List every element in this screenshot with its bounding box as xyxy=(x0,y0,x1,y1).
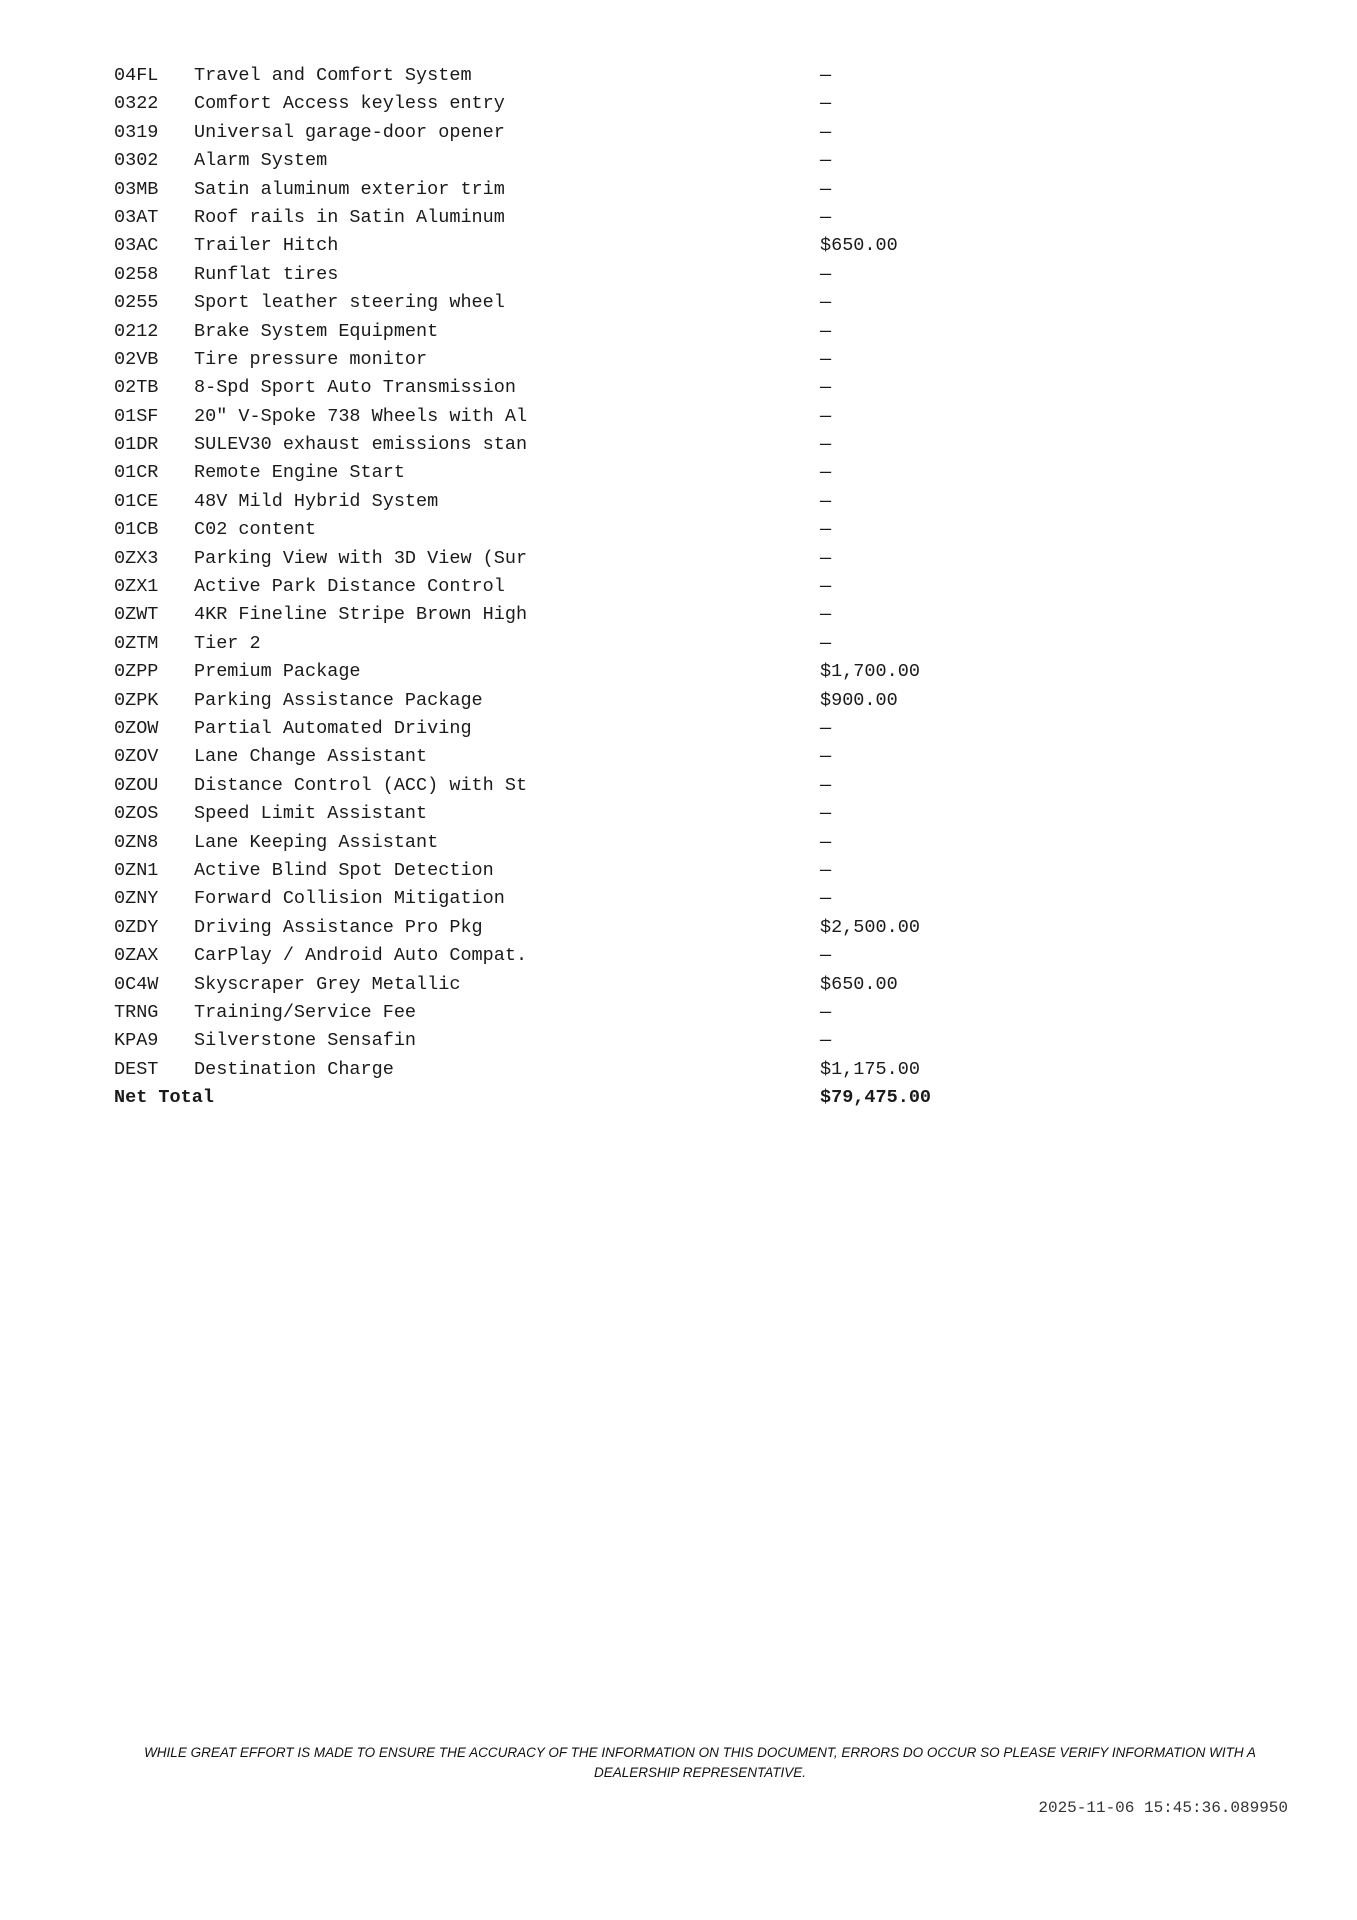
option-description: Distance Control (ACC) with St xyxy=(194,774,528,796)
option-price: — xyxy=(820,178,832,200)
option-price: — xyxy=(820,1030,832,1052)
option-description: 20" V-Spoke 738 Wheels with Al xyxy=(194,405,528,427)
option-description: Active Park Distance Control xyxy=(194,576,505,598)
option-code: 0ZX1 xyxy=(114,576,159,598)
option-price: — xyxy=(820,888,832,910)
option-code: 0C4W xyxy=(114,973,159,995)
option-price: — xyxy=(820,93,832,115)
option-price: $1,175.00 xyxy=(820,1058,920,1080)
option-code: 0212 xyxy=(114,320,159,342)
option-description: CarPlay / Android Auto Compat. xyxy=(194,945,528,967)
option-code: 0ZN1 xyxy=(114,859,159,881)
option-description: Sport leather steering wheel xyxy=(194,292,505,314)
option-description: Remote Engine Start xyxy=(194,462,405,484)
option-description: Speed Limit Assistant xyxy=(194,803,428,825)
option-price: — xyxy=(820,405,832,427)
option-description: Alarm System xyxy=(194,150,328,172)
option-code: 0255 xyxy=(114,292,159,314)
option-code: DEST xyxy=(114,1058,159,1080)
option-price: — xyxy=(820,547,832,569)
option-description: Lane Change Assistant xyxy=(194,746,428,768)
option-code: 0319 xyxy=(114,121,159,143)
option-price: $650.00 xyxy=(820,973,898,995)
option-code: 0ZOW xyxy=(114,717,159,739)
option-price: $2,500.00 xyxy=(820,916,920,938)
option-description: 4KR Fineline Stripe Brown High xyxy=(194,604,528,626)
option-code: 01CE xyxy=(114,490,159,512)
option-price: — xyxy=(820,576,832,598)
option-code: 0ZWT xyxy=(114,604,159,626)
option-description: Roof rails in Satin Aluminum xyxy=(194,206,505,228)
option-description: Runflat tires xyxy=(194,263,339,285)
option-description: 48V Mild Hybrid System xyxy=(194,490,439,512)
option-price: — xyxy=(820,65,832,86)
option-price: — xyxy=(820,1001,832,1023)
option-description: Silverstone Sensafin xyxy=(194,1030,417,1052)
net-total-label: Net Total xyxy=(114,1087,214,1109)
option-code: 03MB xyxy=(114,178,159,200)
option-code: 01CR xyxy=(114,462,159,484)
option-price: — xyxy=(820,604,832,626)
option-code: 01SF xyxy=(114,405,159,427)
option-description: 8-Spd Sport Auto Transmission xyxy=(194,377,516,399)
option-description: SULEV30 exhaust emissions stan xyxy=(194,434,528,456)
option-price: — xyxy=(820,320,832,342)
option-code: 03AC xyxy=(114,235,159,257)
option-price: — xyxy=(820,803,832,825)
option-price: — xyxy=(820,121,832,143)
option-price: — xyxy=(820,859,832,881)
option-code: 0322 xyxy=(114,93,159,115)
option-code: 0ZOU xyxy=(114,774,159,796)
option-price: — xyxy=(820,831,832,853)
option-description: Destination Charge xyxy=(194,1058,394,1080)
option-description: Trailer Hitch xyxy=(194,235,339,257)
option-code: 0ZNY xyxy=(114,888,159,910)
option-price: — xyxy=(820,519,832,541)
disclaimer-line-1: WHILE GREAT EFFORT IS MADE TO ENSURE THE ACCURACY OF THE INFORMATION ON THIS DOCUMENT, ERRORS DO OCCUR SO PLEASE VERIFY INFORMATION WITH A xyxy=(144,1745,1256,1760)
option-description: Driving Assistance Pro Pkg xyxy=(194,916,483,938)
option-price: — xyxy=(820,377,832,399)
option-code: 0ZOS xyxy=(114,803,159,825)
disclaimer xyxy=(120,1743,1280,1783)
option-code: 0258 xyxy=(114,263,159,285)
option-code: 01DR xyxy=(114,434,159,456)
option-description: Parking Assistance Package xyxy=(194,689,483,711)
option-description: Universal garage-door opener xyxy=(194,121,505,143)
option-price: $650.00 xyxy=(820,235,898,257)
option-description: C02 content xyxy=(194,519,317,541)
option-code: 04FL xyxy=(114,65,159,86)
option-code: 0ZTM xyxy=(114,632,159,654)
option-code: 02TB xyxy=(114,377,159,399)
option-code: 01CB xyxy=(114,519,159,541)
option-price: — xyxy=(820,717,832,739)
option-price: — xyxy=(820,263,832,285)
option-price: — xyxy=(820,945,832,967)
disclaimer-line-2: DEALERSHIP REPRESENTATIVE. xyxy=(593,1765,807,1780)
option-description: Lane Keeping Assistant xyxy=(194,831,439,853)
option-price: — xyxy=(820,292,832,314)
option-code: 02VB xyxy=(114,348,159,370)
option-description: Parking View with 3D View (Sur xyxy=(194,547,528,569)
option-description: Partial Automated Driving xyxy=(194,717,472,739)
net-total-value: $79,475.00 xyxy=(820,1087,932,1109)
option-price: — xyxy=(820,774,832,796)
option-price: $1,700.00 xyxy=(820,661,920,683)
option-price: — xyxy=(820,150,832,172)
option-description: Training/Service Fee xyxy=(194,1001,417,1023)
option-code: 0ZPP xyxy=(114,661,159,683)
option-description: Satin aluminum exterior trim xyxy=(194,178,505,200)
option-price: — xyxy=(820,462,832,484)
option-code: KPA9 xyxy=(114,1030,159,1052)
option-code: 0ZDY xyxy=(114,916,159,938)
option-price: — xyxy=(820,746,832,768)
option-price: — xyxy=(820,490,832,512)
option-code: TRNG xyxy=(114,1001,159,1023)
option-code: 0ZPK xyxy=(114,689,159,711)
option-description: Brake System Equipment xyxy=(194,320,439,342)
option-code: 0302 xyxy=(114,150,159,172)
option-description: Forward Collision Mitigation xyxy=(194,888,505,910)
option-price: — xyxy=(820,434,832,456)
option-code: 03AT xyxy=(114,206,159,228)
option-price: — xyxy=(820,348,832,370)
option-description: Tier 2 xyxy=(194,632,261,654)
option-description: Travel and Comfort System xyxy=(194,65,472,86)
option-description: Skyscraper Grey Metallic xyxy=(194,973,461,995)
option-code: 0ZN8 xyxy=(114,831,159,853)
timestamp: 2025-11-06 15:45:36.089950 xyxy=(1038,1799,1288,1817)
option-price: — xyxy=(820,632,832,654)
option-description: Active Blind Spot Detection xyxy=(194,859,494,881)
option-code: 0ZAX xyxy=(114,945,159,967)
option-code: 0ZOV xyxy=(114,746,159,768)
option-price: $900.00 xyxy=(820,689,898,711)
option-description: Premium Package xyxy=(194,661,361,683)
option-description: Comfort Access keyless entry xyxy=(194,93,505,115)
option-price: — xyxy=(820,206,832,228)
option-description: Tire pressure monitor xyxy=(194,348,428,370)
option-code: 0ZX3 xyxy=(114,547,159,569)
